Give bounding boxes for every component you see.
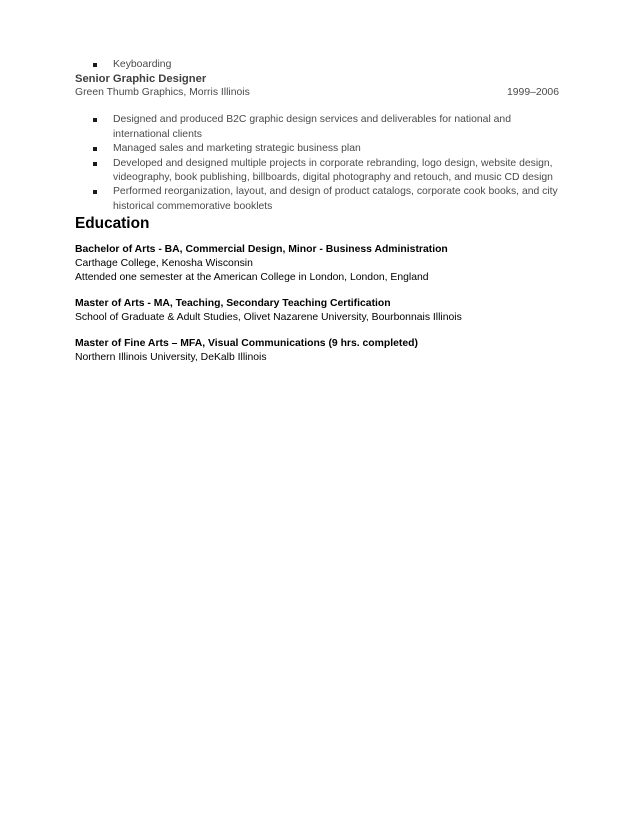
education-entry — [75, 337, 559, 365]
degree-title: Bachelor of Arts - BA, Commercial Design, Minor - Business Administration — [75, 244, 448, 256]
job-dates: 1999–2006 — [506, 87, 559, 99]
school-line: Attended one semester at the American College in London, London, England — [75, 272, 429, 284]
school-line: Northern Illinois University, DeKalb Illinois — [75, 352, 267, 364]
skills-list — [75, 58, 559, 72]
education-entry — [75, 243, 559, 285]
list-item: Designed and produced B2C graphic design services and deliverables for national and international clients — [113, 113, 559, 142]
job-entry — [75, 72, 559, 214]
square-bullet-icon — [93, 63, 97, 67]
list-item: Performed reorganization, layout, and design of product catalogs, corporate cook books, and city historical commemorative booklets — [113, 185, 559, 214]
school-line: School of Graduate & Adult Studies, Olivet Nazarene University, Bourbonnais Illinois — [75, 312, 462, 324]
job-company-line — [75, 86, 559, 100]
job-company: Green Thumb Graphics, Morris Illinois — [75, 87, 250, 99]
degree-title: Master of Fine Arts – MFA, Visual Communications (9 hrs. completed) — [75, 338, 418, 350]
square-bullet-icon — [93, 190, 97, 194]
square-bullet-icon — [93, 147, 97, 151]
resume-page — [75, 58, 559, 377]
square-bullet-icon — [93, 162, 97, 166]
education-heading: Education — [75, 215, 150, 233]
list-item: Keyboarding — [113, 58, 559, 72]
education-entry — [75, 297, 559, 325]
list-item: Developed and designed multiple projects in corporate rebranding, logo design, website design, videography, book publishing, billboards, digital photography and retouch, and music CD design — [113, 157, 559, 186]
list-item: Managed sales and marketing strategic business plan — [113, 142, 559, 156]
degree-title: Master of Arts - MA, Teaching, Secondary Teaching Certification — [75, 298, 391, 310]
job-duties-list — [75, 113, 559, 214]
school-line: Carthage College, Kenosha Wisconsin — [75, 258, 253, 270]
job-title: Senior Graphic Designer — [75, 73, 207, 86]
square-bullet-icon — [93, 118, 97, 122]
